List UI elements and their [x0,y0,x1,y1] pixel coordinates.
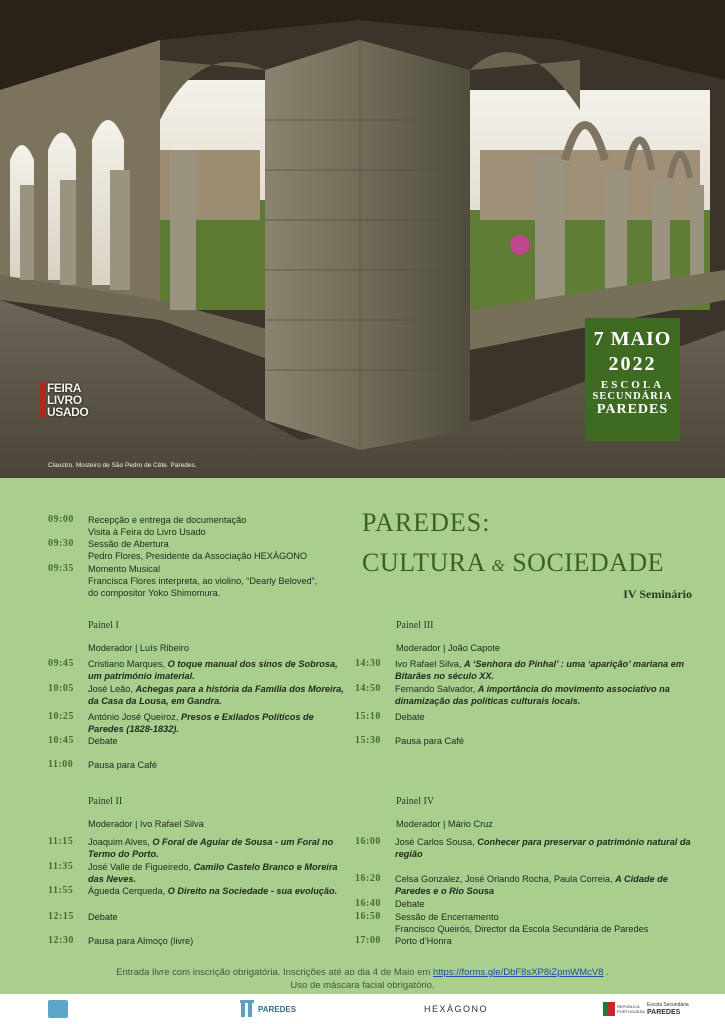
escola-line-1: Escola Secundária [647,1002,689,1008]
item-talk: Achegas para a história da Família dos Moreira, da Casa da Lousa, em Gandra. [88,684,344,706]
panel-4-moderator [396,818,696,830]
item-author: José Valle de Figueiredo, [88,862,194,872]
item-time: 10:25 [48,711,74,722]
item-text [395,873,695,897]
item-time: 17:00 [355,935,381,946]
item-text [88,735,348,747]
item-text [88,658,348,682]
item-author: Debate [88,912,118,922]
venue-line-1: ESCOLA [600,379,665,391]
item-time: 16:40 [355,898,381,909]
item-talk: O Foral de Aguiar de Sousa - um Foral no Termo do Porto. [88,837,334,859]
item-author: Cristiano Marques, [88,659,168,669]
item-line: Francisca Flores interpreta, ao violino, “Dearly Beloved”, [88,576,318,586]
title-cultura: CULTURA [362,548,485,577]
cultural-center-icon [48,1000,68,1018]
program-item [48,514,348,538]
venue-line-2: SECUNDÁRIA [592,391,673,402]
item-talk: O toque manual dos sinos de Sobrosa, um património imaterial. [88,659,338,681]
item-time: 11:15 [48,836,74,847]
item-author: Pausa para Café [88,760,157,770]
item-time: 09:30 [48,538,74,549]
item-author: Pausa para Almoço (livre) [88,936,194,946]
item-text [88,935,348,947]
republica-flag-icon [603,1002,615,1016]
program-item [48,563,358,599]
title-line-1: PAREDES: [362,508,491,537]
item-extra: Francisco Queirós, Director da Escola Secundária de Paredes [395,924,649,934]
item-time: 10:45 [48,735,74,746]
item-talk: Camilo Castelo Branco e Moreira das Neves. [88,862,338,884]
date-day-month: 7 MAIO [593,328,672,350]
program-item [48,836,348,860]
item-time: 16:50 [355,911,381,922]
panel-2-title: Painel II [88,796,123,807]
item-time: 14:30 [355,658,381,669]
item-text [88,563,358,599]
moderator-text: Moderador | Luís Ribeiro [88,643,189,653]
venue-line-3: PAREDES [596,402,669,417]
item-author: Debate [395,899,425,909]
municipio-emblem-icon [240,1000,254,1018]
item-author: Ivo Rafael Silva, [395,659,464,669]
item-time: 12:30 [48,935,74,946]
item-author: José Carlos Sousa, [395,837,478,847]
item-time: 15:30 [355,735,381,746]
fair-logo-word-3: USADO [47,405,89,419]
item-talk: Presos e Exilados Políticos de Paredes (1828-1832). [88,712,314,734]
program-item [355,658,695,682]
republica-name: REPÚBLICA PORTUGUESA [617,1004,645,1014]
item-time: 09:35 [48,563,74,574]
program-item [355,911,695,935]
item-author: António José Queiroz, [88,712,181,722]
escola-text [647,1001,689,1017]
item-author: Sessão de Encerramento [395,912,499,922]
moderator-text: Moderador | Mário Cruz [396,819,493,829]
registration-note [0,966,725,992]
item-author: Pausa para Café [395,736,464,746]
item-author: Porto d’Honra [395,936,452,946]
panel-3-title: Painel III [396,620,434,631]
fair-logo-word-2: LIVRO [47,393,82,407]
program-item [48,658,348,682]
fair-logo-word-1: FEIRA [47,381,82,395]
photo-caption: Claustro. Mosteiro de São Pedro de Cête. Paredes. [48,462,197,469]
item-author: José Leão, [88,684,136,694]
event-title [362,508,664,578]
escola-logo [603,1000,689,1018]
item-text [395,935,695,947]
item-time: 11:55 [48,885,74,896]
program-item [355,898,695,910]
panel-1-moderator [88,642,348,654]
book-fair-logo [47,382,95,418]
program-item [355,735,695,747]
program-item [48,911,348,923]
program-item [48,935,348,947]
panel-1-title: Painel I [88,620,119,631]
mask-note: Uso de máscara facial obrigatório. [290,980,435,991]
program-item [355,935,695,947]
item-text [395,898,695,910]
item-text [395,683,695,707]
program-item [355,873,695,897]
item-line: Pedro Flores, Presidente da Associação HEXÁGONO [88,551,308,561]
item-time: 11:35 [48,861,74,872]
item-time: 09:00 [48,514,74,525]
item-text [88,759,348,771]
event-subtitle: IV Seminário [623,587,692,601]
hexagono-name: HEXÁGONO [424,1004,489,1014]
registration-text: Entrada livre com inscrição obrigatória. Inscrições até ao dia 4 de Maio em [116,967,433,978]
date-year: 2022 [608,353,657,375]
item-line: Momento Musical [88,564,160,574]
panel-2-moderator [88,818,348,830]
item-time: 12:15 [48,911,74,922]
item-author: Águeda Cerqueda, [88,886,168,896]
program-item [48,885,348,897]
escola-line-2: PAREDES [647,1009,681,1016]
program-item [48,683,348,707]
municipio-logo [240,1000,296,1018]
item-text [88,514,348,538]
program-item [48,861,348,885]
item-time: 16:20 [355,873,381,884]
item-text [88,538,348,562]
item-time: 09:45 [48,658,74,669]
item-author: Joaquim Alves, [88,837,153,847]
book-fair-logo-bar [40,382,46,418]
registration-line [0,966,725,979]
hexagono-logo [424,1000,488,1018]
item-line: Recepção e entrega de documentação [88,515,247,525]
item-text [88,836,348,860]
item-talk: Conhecer para preservar o património natural da região [395,837,691,859]
item-talk: A Cidade de Paredes e o Rio Sousa [395,874,668,896]
title-sociedade: SOCIEDADE [512,548,665,577]
program-item [48,735,348,747]
item-talk: A importância do movimento associativo na dinamização das políticas culturais locais. [395,684,670,706]
title-ampersand: & [491,556,506,575]
panel-4-title: Painel IV [396,796,435,807]
item-text [395,911,695,935]
registration-end: . [603,967,609,978]
program-item [355,836,695,860]
item-author: Debate [88,736,118,746]
cultural-center-logo [48,1000,115,1018]
municipio-name: PAREDES [258,1004,297,1014]
program-item [48,759,348,771]
program-item [48,711,348,735]
item-text [88,683,348,707]
item-line: do compositor Yoko Shimomura. [88,588,221,598]
item-text [395,711,695,723]
program-item [48,538,348,562]
item-time: 15:10 [355,711,381,722]
item-line: Sessão de Abertura [88,539,169,549]
panel-3-moderator [396,642,696,654]
item-text [88,711,348,735]
item-time: 10:05 [48,683,74,694]
item-text [395,836,695,860]
program-item [355,711,695,723]
item-author: Debate [395,712,425,722]
cloister-photo [0,0,725,478]
moderator-text: Moderador | João Capote [396,643,501,653]
title-line-2 [362,548,664,578]
item-author: Celsa Gonzalez, José Orlando Rocha, Paula Correia, [395,874,616,884]
item-time: 16:00 [355,836,381,847]
item-talk: A ‘Senhora do Pinhal’ : uma ‘aparição’ mariana em Bitarães no século XX. [395,659,685,681]
item-time: 11:00 [48,759,74,770]
moderator-text: Moderador | Ivo Rafael Silva [88,819,204,829]
item-text [88,861,348,885]
item-text [395,735,695,747]
item-author: Fernando Salvador, [395,684,478,694]
item-text [88,885,348,897]
program-item [355,683,695,707]
registration-link[interactable]: https://forms.gle/DbF8sXP8iZpmWMcV8 [433,967,604,978]
item-line: Visita à Feira do Livro Usado [88,527,206,537]
item-text [88,911,348,923]
item-time: 14:50 [355,683,381,694]
item-text [395,658,695,682]
item-talk: O Direito na Sociedade - sua evolução. [167,886,338,896]
date-box [585,318,680,441]
